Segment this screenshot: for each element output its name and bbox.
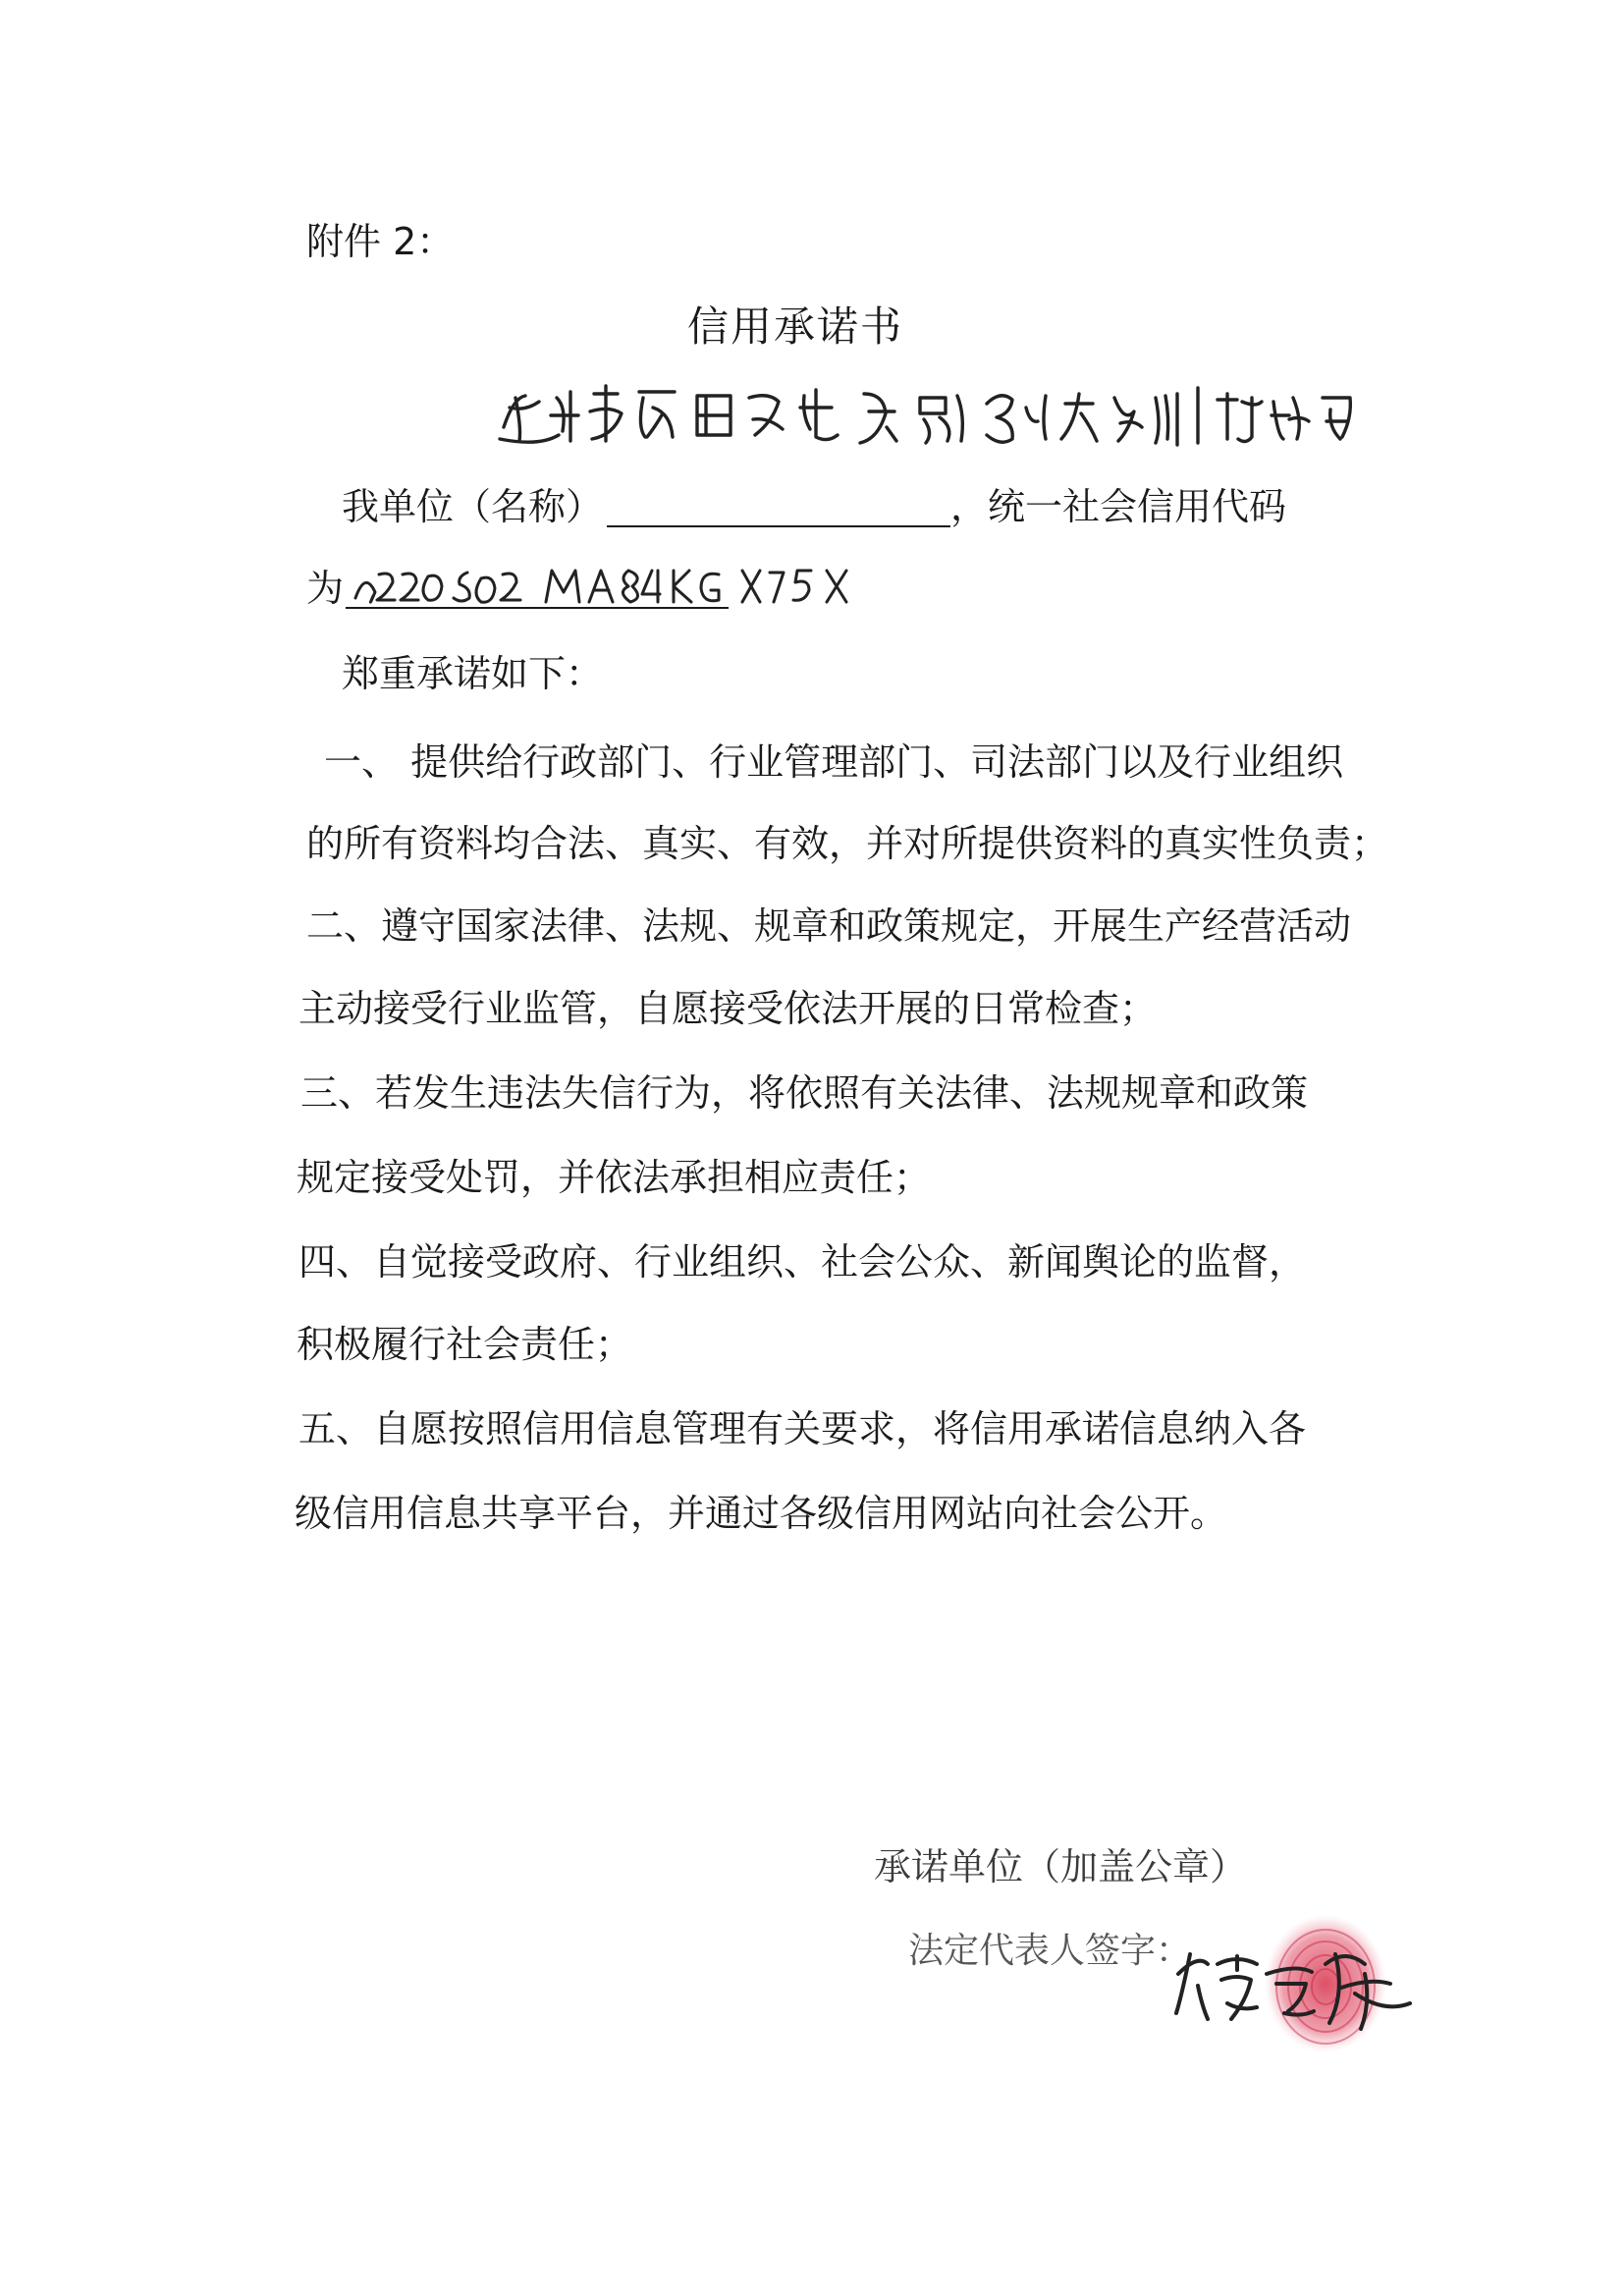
commitment-line: 一、 提供给行政部门、行业管理部门、司法部门以及行业组织: [324, 740, 1344, 784]
commitment-line: 积极履行社会责任；: [297, 1323, 633, 1366]
unit-name-prefix: 我单位（名称）: [342, 485, 604, 528]
commitment-line: 主动接受行业监管，自愿接受依法开展的日常检查；: [298, 987, 1158, 1030]
credit-code-label: ，统一社会信用代码: [950, 485, 1287, 528]
attachment-label: 附件 2：: [306, 220, 455, 263]
legal-representative-label: 法定代表人签字：: [908, 1931, 1192, 1971]
unit-name-blank-line: [607, 525, 950, 527]
commitment-line: 三、若发生违法失信行为，将依照有关法律、法规规章和政策: [300, 1071, 1309, 1115]
document-title: 信用承诺书: [687, 302, 904, 351]
handwritten-credit-code: [350, 555, 860, 614]
commitment-intro: 郑重承诺如下：: [342, 652, 604, 695]
commitment-line: 五、自愿按照信用信息管理有关要求，将信用承诺信息纳入各: [298, 1407, 1307, 1450]
commitment-line: 规定接受处罚，并依法承担相应责任；: [297, 1156, 932, 1199]
committing-unit-label: 承诺单位（加盖公章）: [874, 1845, 1248, 1888]
commitment-line: 二、遵守国家法律、法规、规章和政策规定，开展生产经营活动: [306, 904, 1352, 948]
handwritten-signature: [1168, 1935, 1424, 2043]
commitment-line: 级信用信息共享平台，并通过各级信用网站向社会公开。: [295, 1492, 1228, 1535]
credit-code-underline: [346, 607, 729, 609]
commitment-line: 的所有资料均合法、真实、有效，并对所提供资料的真实性负责；: [306, 822, 1389, 865]
commitment-line: 四、自觉接受政府、行业组织、社会公众、新闻舆论的监督，: [298, 1240, 1307, 1284]
handwritten-unit-name: [496, 368, 1360, 457]
credit-code-prefix: 为: [306, 567, 345, 610]
